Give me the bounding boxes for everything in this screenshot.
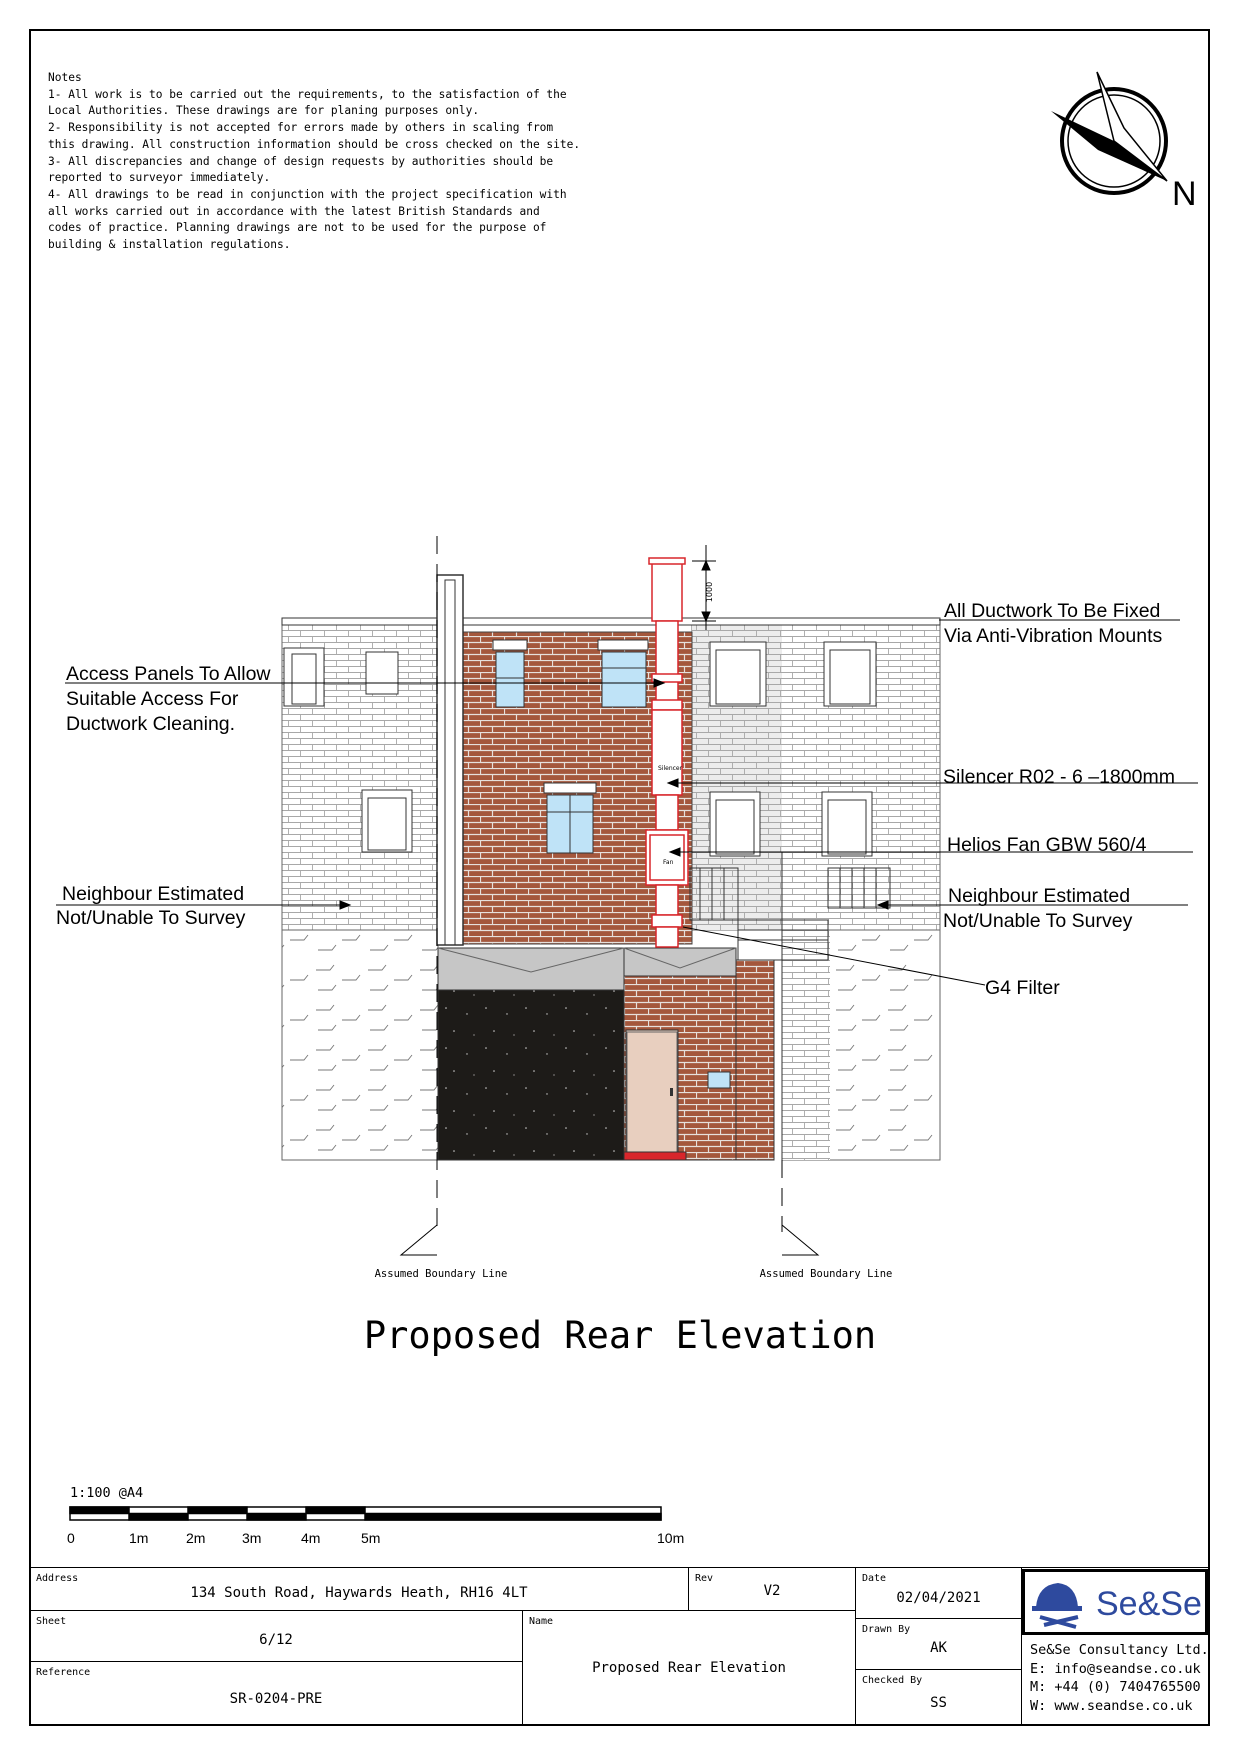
fan-tag: Fan bbox=[663, 859, 674, 866]
notes-line: this drawing. All construction information should be cross checked on the site. bbox=[48, 137, 581, 151]
checked-caption: Checked By bbox=[862, 1675, 923, 1686]
logo-text: Se&Se bbox=[1096, 1585, 1202, 1623]
reference-cell bbox=[29, 1661, 523, 1726]
drawn-by-cell bbox=[855, 1618, 1022, 1670]
notes-line: Local Authorities. These drawings are for planing purposes only. bbox=[48, 104, 480, 118]
boundary-label-left: Assumed Boundary Line bbox=[374, 1268, 508, 1280]
window bbox=[598, 640, 648, 707]
small-window bbox=[708, 1072, 730, 1088]
notes-line: building & installation regulations. bbox=[48, 238, 291, 252]
north-letter: N bbox=[1172, 175, 1197, 213]
neighbour-left-label-1: Neighbour Estimated bbox=[62, 883, 245, 905]
scale-tick: 2m bbox=[186, 1530, 206, 1546]
checked-value: SS bbox=[930, 1695, 947, 1711]
rev-value: V2 bbox=[763, 1583, 781, 1599]
side-wall bbox=[736, 960, 774, 1160]
scale-tick: 3m bbox=[242, 1530, 262, 1546]
checked-by-cell bbox=[855, 1669, 1022, 1726]
date-cell bbox=[855, 1567, 1022, 1619]
neighbour-left-label-2: Not/Unable To Survey bbox=[56, 907, 246, 929]
ductwork-label-1: All Ductwork To Be Fixed bbox=[944, 600, 1161, 622]
rev-cell bbox=[688, 1567, 856, 1611]
notes-line: 2- Responsibility is not accepted for errors made by others in scaling from bbox=[48, 121, 554, 135]
boundary-label-right: Assumed Boundary Line bbox=[759, 1268, 893, 1280]
title-block bbox=[29, 1567, 1210, 1726]
threshold bbox=[624, 1152, 686, 1160]
access-label-1: Access Panels To Allow bbox=[66, 663, 271, 685]
compass-icon bbox=[1051, 72, 1197, 213]
date-caption: Date bbox=[862, 1573, 887, 1584]
boundary-line-right bbox=[782, 1160, 818, 1255]
extension-roof-2 bbox=[624, 948, 736, 976]
silencer-tag: Silencer bbox=[658, 765, 683, 772]
scale-tick: 5m bbox=[361, 1530, 381, 1546]
filter-label: G4 Filter bbox=[985, 977, 1060, 999]
drawing-title: Proposed Rear Elevation bbox=[363, 1314, 877, 1357]
fan-label: Helios Fan GBW 560/4 bbox=[947, 834, 1147, 856]
company-logo bbox=[1022, 1569, 1208, 1635]
company-email[interactable]: E: info@seandse.co.uk bbox=[1030, 1660, 1201, 1677]
access-label-3: Ductwork Cleaning. bbox=[66, 713, 236, 735]
access-label-2: Suitable Access For bbox=[66, 688, 239, 710]
neighbour-left-ground bbox=[282, 930, 438, 1160]
sheet-caption: Sheet bbox=[36, 1616, 67, 1627]
sheet-value: 6/12 bbox=[259, 1632, 293, 1648]
notes-line: 4- All drawings to be read in conjunction with the project specification with bbox=[48, 187, 567, 201]
scale-tick: 0 bbox=[67, 1530, 75, 1546]
reference-caption: Reference bbox=[36, 1667, 91, 1678]
rev-caption: Rev bbox=[695, 1573, 714, 1584]
scale-tick: 1m bbox=[129, 1530, 149, 1546]
name-value: Proposed Rear Elevation bbox=[592, 1660, 786, 1676]
company-contact bbox=[1030, 1641, 1209, 1715]
sheet-cell bbox=[29, 1610, 523, 1662]
address-cell bbox=[29, 1567, 689, 1611]
ductwork-label-2: Via Anti-Vibration Mounts bbox=[944, 625, 1163, 647]
date-value: 02/04/2021 bbox=[896, 1590, 981, 1606]
window bbox=[493, 640, 527, 707]
scale-tick: 4m bbox=[301, 1530, 321, 1546]
hard-hat-icon bbox=[1026, 1573, 1206, 1633]
notes-line: 3- All discrepancies and change of design requests by authorities should be bbox=[48, 154, 554, 168]
company-name: Se&Se Consultancy Ltd. bbox=[1030, 1642, 1209, 1658]
parapet bbox=[282, 618, 940, 625]
dimension-label: 1000 bbox=[705, 581, 714, 603]
drawn-value: AK bbox=[930, 1640, 947, 1656]
window bbox=[544, 783, 596, 853]
neighbour-right-label-1: Neighbour Estimated bbox=[948, 885, 1131, 907]
company-website[interactable]: W: www.seandse.co.uk bbox=[1030, 1697, 1193, 1714]
name-caption: Name bbox=[529, 1616, 554, 1627]
address-value: 134 South Road, Haywards Heath, RH16 4LT bbox=[190, 1585, 528, 1601]
company-phone: M: +44 (0) 7404765500 bbox=[1030, 1679, 1201, 1695]
notes-line: reported to surveyor immediately. bbox=[48, 171, 271, 185]
neighbour-right-pier bbox=[782, 930, 830, 1160]
notes-line: all works carried out in accordance with the latest British Standards and bbox=[48, 204, 540, 218]
notes-line: 1- All work is to be carried out the requirements, to the satisfaction of the bbox=[48, 87, 567, 101]
filter-unit bbox=[652, 915, 682, 927]
extension-roof bbox=[438, 948, 624, 990]
reference-value: SR-0204-PRE bbox=[229, 1691, 323, 1707]
neighbour-right-label-2: Not/Unable To Survey bbox=[943, 910, 1133, 932]
name-cell bbox=[522, 1610, 856, 1726]
notes-heading: Notes bbox=[48, 71, 82, 84]
drawn-caption: Drawn By bbox=[862, 1624, 911, 1635]
notes-line: codes of practice. Planning drawings are not to be used for the purpose of bbox=[48, 221, 547, 235]
scale-tick: 10m bbox=[657, 1530, 685, 1546]
scale-label: 1:100 @A4 bbox=[70, 1485, 144, 1501]
vent-stack bbox=[437, 575, 463, 945]
scale-bar bbox=[70, 1507, 661, 1520]
dark-wall bbox=[438, 990, 624, 1160]
silencer-label: Silencer R02 - 6 –1800mm bbox=[943, 766, 1175, 788]
address-caption: Address bbox=[36, 1573, 79, 1584]
